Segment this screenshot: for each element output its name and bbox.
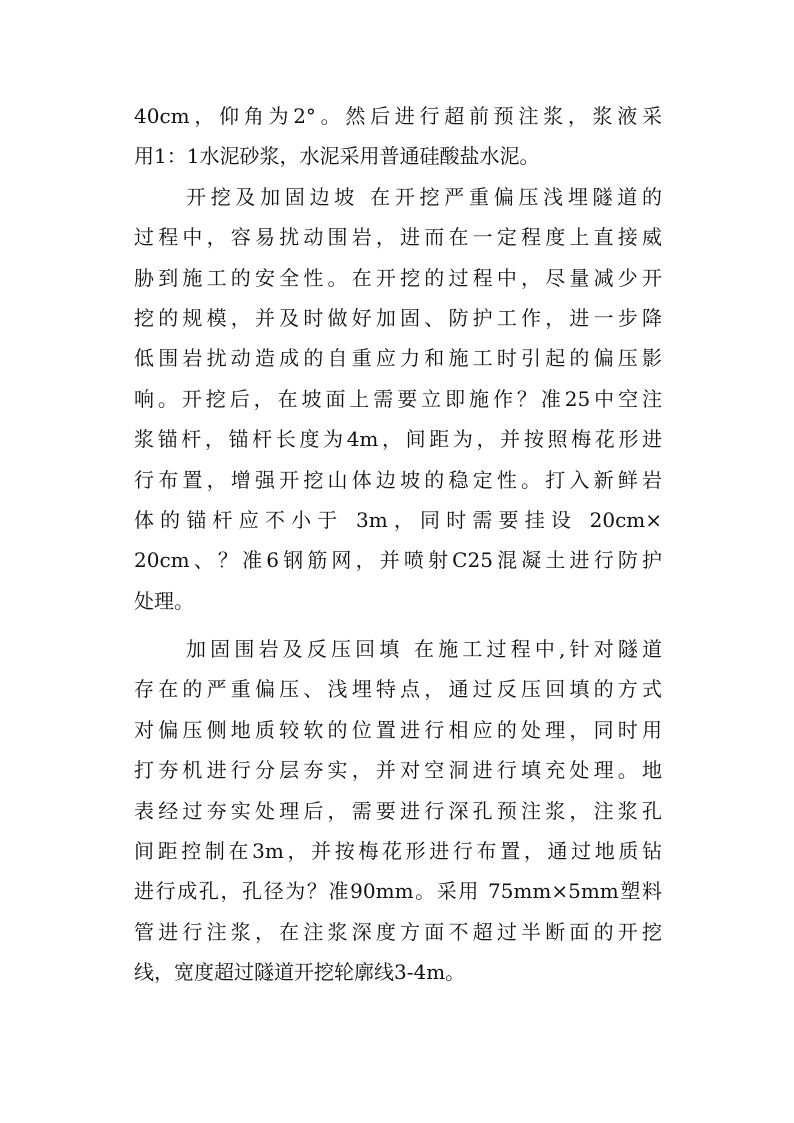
text-line: 挖的规模，并及时做好加固、防护工作，进一步降 xyxy=(134,305,662,330)
paragraph-reinforcement-backfill xyxy=(134,629,662,993)
text-line: 加固围岩及反压回填 在施工过程中,针对隧道 xyxy=(186,637,662,662)
text-line: 用1：1水泥砂浆，水泥采用普通硅酸盐水泥。 xyxy=(134,144,540,169)
text-line: 表经过夯实处理后，需要进行深孔预注浆，注浆孔 xyxy=(134,798,662,823)
text-line: 低围岩扰动造成的自重应力和施工时引起的偏压影 xyxy=(134,346,662,371)
text-line: 浆锚杆，锚杆长度为4m，间距为，并按照梅花形进 xyxy=(134,427,662,452)
text-line: 管进行注浆，在注浆深度方面不超过半断面的开挖 xyxy=(134,919,662,944)
text-line: 40cm，仰角为2°。然后进行超前预注浆，浆液采 xyxy=(134,104,662,128)
text-line: 响。开挖后，在坡面上需要立即施作？准25中空注 xyxy=(134,386,662,411)
text-line: 体的锚杆应不小于 3m，同时需要挂设 20cm× xyxy=(134,507,662,532)
text-line: 对偏压侧地质较软的位置进行相应的处理，同时用 xyxy=(134,717,662,742)
document-body xyxy=(134,96,662,993)
paragraph-gap xyxy=(134,621,662,629)
text-line: 处理。 xyxy=(134,588,194,613)
text-line: 进行成孔，孔径为？准90mm。采用 75mm×5mm塑料 xyxy=(134,879,662,904)
text-line: 打夯机进行分层夯实，并对空洞进行填充处理。地 xyxy=(134,758,662,783)
text-line: 存在的严重偏压、浅埋特点，通过反压回填的方式 xyxy=(134,677,662,702)
text-line: 20cm、？准6钢筋网，并喷射C25混凝土进行防护 xyxy=(134,548,662,573)
text-line: 开挖及加固边坡 在开挖严重偏压浅埋隧道的 xyxy=(186,184,662,209)
text-line: 线，宽度超过隧道开挖轮廓线3-4m。 xyxy=(134,960,466,985)
paragraph-excavation-slope xyxy=(134,177,662,621)
text-line: 行布置，增强开挖山体边坡的稳定性。打入新鲜岩 xyxy=(134,467,662,492)
text-line: 过程中，容易扰动围岩，进而在一定程度上直接威 xyxy=(134,225,662,250)
text-line: 间距控制在3m，并按梅花形进行布置，通过地质钻 xyxy=(134,839,662,864)
paragraph-grouting xyxy=(134,96,662,177)
text-line: 胁到施工的安全性。在开挖的过程中，尽量减少开 xyxy=(134,265,662,290)
